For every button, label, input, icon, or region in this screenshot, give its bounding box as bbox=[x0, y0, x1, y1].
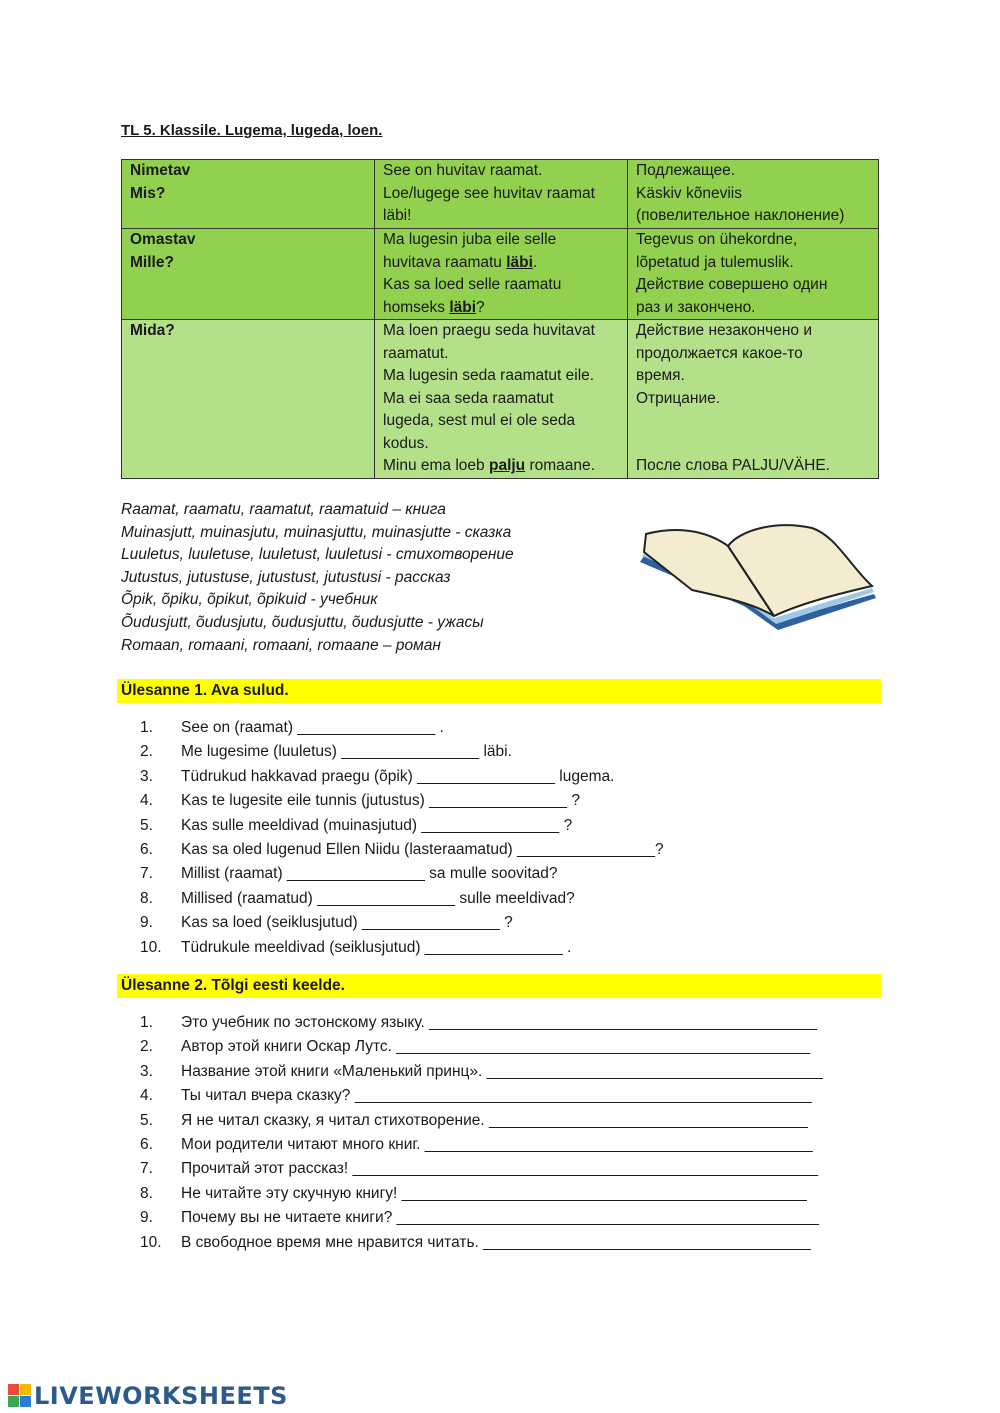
item-text: Почему вы не читаете книги? _________________________________________________ bbox=[181, 1209, 820, 1227]
example-line: Kas sa loed selle raamatu bbox=[383, 276, 562, 293]
note-cell bbox=[628, 160, 879, 229]
item-text: Kas te lugesite eile tunnis (jutustus) ________________ ? bbox=[181, 792, 580, 810]
example-line bbox=[383, 297, 619, 320]
note-cell bbox=[628, 229, 879, 320]
note-line: время. bbox=[636, 367, 685, 384]
list-item bbox=[140, 936, 664, 960]
logo-block bbox=[8, 1396, 19, 1407]
list-item bbox=[140, 1133, 823, 1157]
logo-text: LIVEWORKSHEETS bbox=[34, 1382, 288, 1410]
case-question: Mille? bbox=[130, 253, 174, 271]
item-text: Millised (raamatud) ________________ sulle meeldivad? bbox=[181, 889, 575, 907]
item-number: 8. bbox=[140, 889, 153, 907]
list-item bbox=[140, 1182, 823, 1206]
item-text: Tüdrukud hakkavad praegu (õpik) ________________ lugema. bbox=[181, 767, 615, 785]
example-line: lugeda, sest mul ei ole seda bbox=[383, 412, 576, 429]
item-text: Мои родители читают много книг. _____________________________________________ bbox=[181, 1135, 813, 1153]
item-number: 2. bbox=[140, 1038, 153, 1056]
item-number: 5. bbox=[140, 1111, 153, 1129]
item-text: В свободное время мне нравится читать. ______________________________________ bbox=[181, 1233, 811, 1251]
example-line bbox=[383, 455, 619, 478]
task2-list bbox=[140, 1011, 823, 1255]
item-text: Я не читал сказку, я читал стихотворение. _____________________________________ bbox=[181, 1111, 808, 1129]
item-text: Kas sulle meeldivad (muinasjutud) ________________ ? bbox=[181, 816, 573, 834]
item-text: Ты читал вчера сказку? _____________________________________________________ bbox=[181, 1087, 812, 1105]
case-cell bbox=[122, 229, 375, 320]
item-text: Tüdrukule meeldivad (seiklusjutud) ________________ . bbox=[181, 938, 572, 956]
item-number: 6. bbox=[140, 840, 153, 858]
list-item bbox=[140, 789, 664, 813]
list-item bbox=[140, 765, 664, 789]
vocabulary-list bbox=[121, 499, 514, 657]
vocab-item: Muinasjutt, muinasjutu, muinasjuttu, muinasjutte - сказка bbox=[121, 523, 512, 541]
item-number: 9. bbox=[140, 914, 153, 932]
task2-heading: Ülesanne 2. Tõlgi eesti keelde. bbox=[117, 974, 881, 998]
item-text: Прочитай этот рассказ! ______________________________________________________ bbox=[181, 1160, 818, 1178]
note-line: (повелительное наклонение) bbox=[636, 207, 845, 224]
item-number: 4. bbox=[140, 1087, 153, 1105]
item-text: See on (raamat) ________________ . bbox=[181, 719, 444, 736]
example-text: Minu ema loeb bbox=[383, 457, 489, 474]
list-item bbox=[140, 1060, 823, 1084]
example-line bbox=[383, 252, 619, 275]
case-cell bbox=[122, 320, 375, 479]
item-text: Kas sa oled lugenud Ellen Niidu (lasteraamatud) ________________? bbox=[181, 840, 664, 858]
example-line: Loe/lugege see huvitav raamat bbox=[383, 184, 595, 202]
item-number: 6. bbox=[140, 1135, 153, 1153]
item-text: Me lugesime (luuletus) ________________ läbi. bbox=[181, 743, 512, 761]
note-line: Действие незакончено и bbox=[636, 322, 812, 339]
example-line: Ma lugesin juba eile selle bbox=[383, 231, 557, 248]
example-text: homseks bbox=[383, 298, 450, 316]
item-text: Автор этой книги Оскар Лутс. ________________________________________________ bbox=[181, 1038, 811, 1056]
note-line: Käskiv kõneviis bbox=[636, 184, 742, 202]
example-line: läbi! bbox=[383, 207, 412, 224]
example-line: Ma ei saa seda raamatut bbox=[383, 389, 554, 407]
note-line: Действие совершено один bbox=[636, 276, 828, 293]
list-item bbox=[140, 887, 664, 911]
item-number: 1. bbox=[140, 719, 153, 736]
list-item bbox=[140, 1011, 823, 1035]
list-item bbox=[140, 1109, 823, 1133]
note-line: Tegevus on ühekordne, bbox=[636, 231, 798, 248]
item-text: Millist (raamat) ________________ sa mulle soovitad? bbox=[181, 865, 558, 883]
item-number: 5. bbox=[140, 816, 153, 834]
emphasis-word: läbi bbox=[449, 298, 477, 316]
example-line: Ma lugesin seda raamatut eile. bbox=[383, 367, 595, 384]
note-line: раз и закончено. bbox=[636, 298, 756, 316]
case-label: Omastav bbox=[130, 231, 196, 248]
example-line: raamatut. bbox=[383, 344, 449, 362]
item-number: 4. bbox=[140, 792, 153, 810]
list-item bbox=[140, 1206, 823, 1230]
table-row bbox=[122, 229, 879, 320]
note-line: lõpetatud ja tulemuslik. bbox=[636, 253, 794, 271]
vocab-item: Õudusjutt, õudusjutu, õudusjuttu, õudusjutte - ужасы bbox=[121, 613, 484, 631]
item-text: Не читайте эту скучную книгу! _______________________________________________ bbox=[181, 1184, 807, 1202]
example-text: ? bbox=[476, 298, 485, 316]
case-label: Nimetav bbox=[130, 162, 191, 179]
note-spacer bbox=[636, 410, 870, 433]
example-line: See on huvitav raamat. bbox=[383, 162, 543, 179]
list-item bbox=[140, 838, 664, 862]
list-item bbox=[140, 1157, 823, 1181]
example-text: romaane. bbox=[525, 457, 595, 474]
task1-list bbox=[140, 716, 664, 960]
emphasis-word: läbi bbox=[506, 253, 533, 271]
list-item bbox=[140, 911, 664, 935]
list-item bbox=[140, 740, 664, 764]
note-line: Отрицание. bbox=[636, 389, 721, 407]
item-number: 7. bbox=[140, 1160, 153, 1178]
list-item bbox=[140, 1231, 823, 1255]
item-number: 10. bbox=[140, 1233, 162, 1251]
logo-block bbox=[20, 1396, 31, 1407]
task1-heading: Ülesanne 1. Ava sulud. bbox=[117, 679, 881, 703]
item-number: 2. bbox=[140, 743, 153, 761]
grammar-table bbox=[121, 159, 879, 479]
item-number: 8. bbox=[140, 1184, 153, 1202]
emphasis-word: palju bbox=[488, 457, 526, 474]
item-number: 9. bbox=[140, 1209, 153, 1227]
item-number: 10. bbox=[140, 938, 162, 956]
list-item bbox=[140, 862, 664, 886]
item-text: Kas sa loed (seiklusjutud) ________________ ? bbox=[181, 914, 513, 932]
liveworksheets-logo[interactable] bbox=[8, 1383, 288, 1409]
note-cell bbox=[628, 320, 879, 479]
logo-block bbox=[8, 1384, 19, 1395]
logo-block bbox=[20, 1384, 31, 1395]
example-cell bbox=[375, 160, 628, 229]
table-row bbox=[122, 160, 879, 229]
note-line: Подлежащее. bbox=[636, 162, 736, 179]
example-cell bbox=[375, 320, 628, 479]
note-line: После слова PALJU/VÄHE. bbox=[636, 457, 830, 474]
list-item bbox=[140, 814, 664, 838]
example-line: kodus. bbox=[383, 434, 429, 452]
open-book-illustration bbox=[636, 516, 882, 634]
item-number: 3. bbox=[140, 767, 153, 785]
vocab-item: Romaan, romaani, romaani, romaane – роман bbox=[121, 636, 441, 654]
example-text: . bbox=[532, 253, 538, 271]
example-cell bbox=[375, 229, 628, 320]
item-number: 1. bbox=[140, 1014, 153, 1031]
item-number: 7. bbox=[140, 865, 153, 883]
note-spacer bbox=[636, 433, 870, 456]
example-text: huvitava raamatu bbox=[383, 253, 507, 271]
example-line: Ma loen praegu seda huvitavat bbox=[383, 322, 595, 339]
list-item bbox=[140, 1035, 823, 1059]
case-question: Mis? bbox=[130, 184, 166, 202]
logo-blocks-icon bbox=[8, 1384, 32, 1408]
worksheet-title: TL 5. Klassile. Lugema, lugeda, loen. bbox=[121, 122, 383, 139]
list-item bbox=[140, 716, 664, 740]
vocab-item: Jutustus, jutustuse, jutustust, jutustusi - рассказ bbox=[121, 568, 451, 586]
item-number: 3. bbox=[140, 1062, 153, 1080]
table-row bbox=[122, 320, 879, 479]
item-text: Название этой книги «Маленький принц». _______________________________________ bbox=[181, 1062, 823, 1080]
list-item bbox=[140, 1084, 823, 1108]
vocab-item: Õpik, õpiku, õpikut, õpikuid - учебник bbox=[121, 591, 378, 609]
case-question: Mida? bbox=[130, 322, 175, 339]
case-cell bbox=[122, 160, 375, 229]
item-text: Это учебник по эстонскому языку. _____________________________________________ bbox=[181, 1014, 818, 1031]
vocab-item: Luuletus, luuletuse, luuletust, luuletusi - стихотворение bbox=[121, 546, 514, 564]
note-line: продолжается какое-то bbox=[636, 344, 803, 362]
vocab-item: Raamat, raamatu, raamatut, raamatuid – книга bbox=[121, 501, 446, 518]
